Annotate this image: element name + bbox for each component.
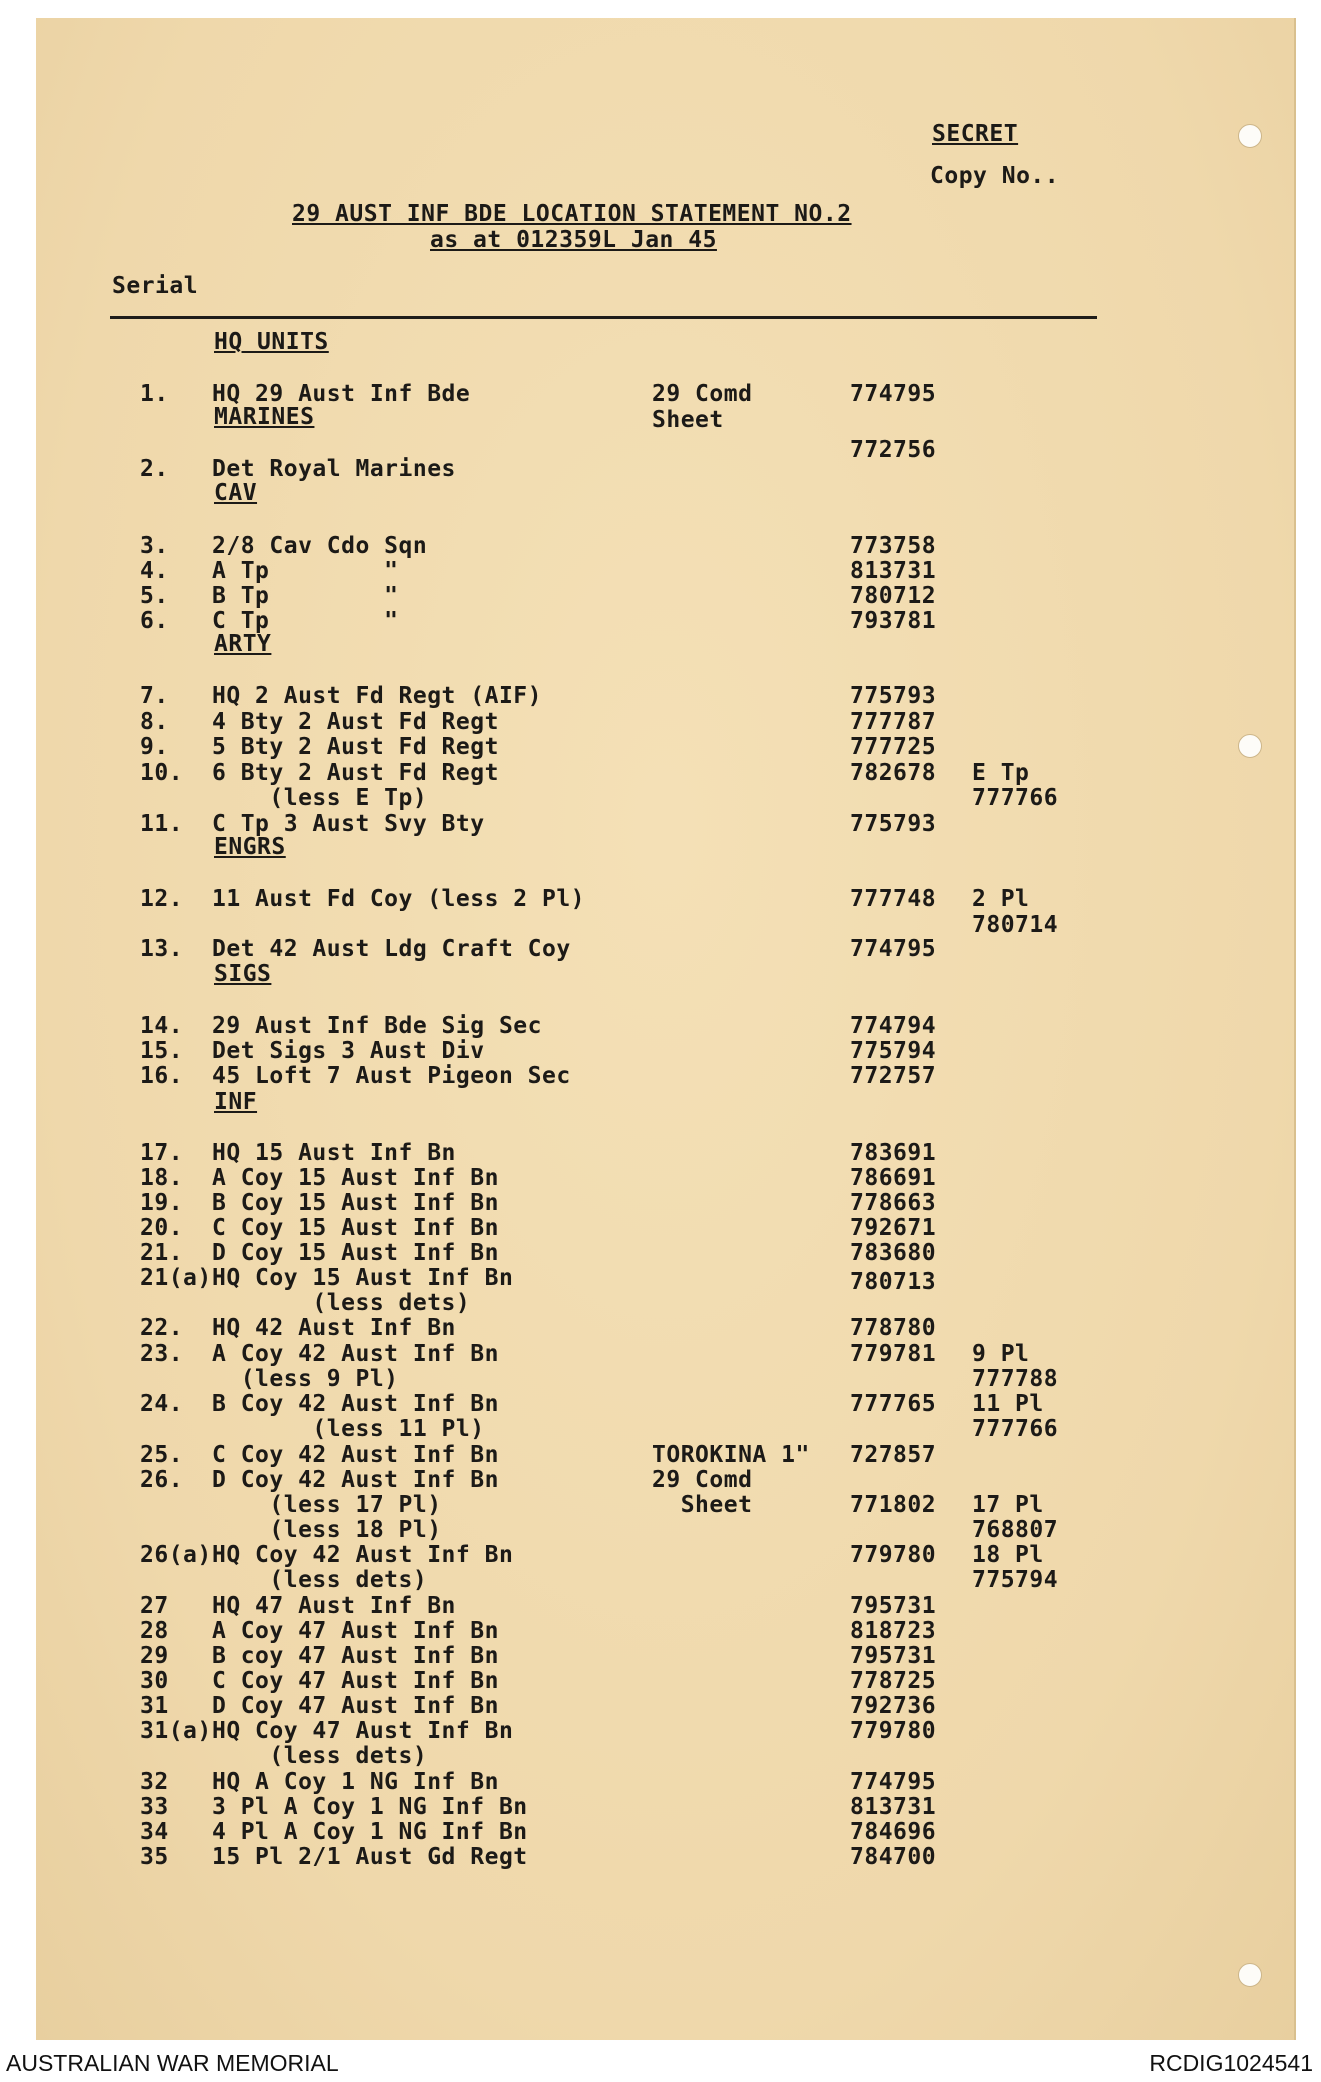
table-row: 5. B Tp " 780712 <box>140 583 937 609</box>
table-row: 35 15 Pl 2/1 Aust Gd Regt 784700 <box>140 1844 937 1870</box>
copy-number: Copy No.. <box>930 163 1060 189</box>
section-heading: SIGS <box>214 961 272 987</box>
footer-record-id: RCDIG1024541 <box>1149 2050 1313 2076</box>
table-row: 3. 2/8 Cav Cdo Sqn 773758 <box>140 533 937 559</box>
table-row: 33 3 Pl A Coy 1 NG Inf Bn 813731 <box>140 1794 937 1820</box>
table-row: (less dets) 780713 <box>212 1269 937 1316</box>
table-row: 11. C Tp 3 Aust Svy Bty 775793 <box>140 811 937 837</box>
section-heading: HQ UNITS <box>214 329 329 355</box>
table-row: 34 4 Pl A Coy 1 NG Inf Bn 784696 <box>140 1819 937 1845</box>
footer <box>0 2046 1321 2076</box>
table-row: 4. A Tp " 813731 <box>140 558 937 584</box>
punch-hole <box>1238 1963 1262 1987</box>
table-row: 20. C Coy 15 Aust Inf Bn 792671 <box>140 1215 937 1241</box>
document-subtitle: as at 012359L Jan 45 <box>430 227 717 253</box>
table-row: 25. C Coy 42 Aust Inf Bn TOROKINA 1" 727857 <box>140 1442 937 1468</box>
table-row: (less 9 Pl) 777788 <box>212 1366 1059 1392</box>
table-row: 15. Det Sigs 3 Aust Div 775794 <box>140 1038 937 1064</box>
table-row: 9. 5 Bty 2 Aust Fd Regt 777725 <box>140 734 937 760</box>
table-row: (less E Tp) 777766 <box>212 785 1059 811</box>
table-row: 7. HQ 2 Aust Fd Regt (AIF) 775793 <box>140 683 937 709</box>
table-row: 8. 4 Bty 2 Aust Fd Regt 777787 <box>140 709 937 735</box>
table-row: 24. B Coy 42 Aust Inf Bn 777765 11 Pl <box>140 1391 1044 1417</box>
table-row: 21(a) HQ Coy 15 Aust Inf Bn <box>140 1265 514 1291</box>
table-row: 22. HQ 42 Aust Inf Bn 778780 <box>140 1315 937 1341</box>
table-row: 1. HQ 29 Aust Inf Bde 29 Comd 774795 <box>140 381 937 407</box>
table-row: 31 D Coy 47 Aust Inf Bn 792736 <box>140 1693 937 1719</box>
table-row: 30 C Coy 47 Aust Inf Bn 778725 <box>140 1668 937 1694</box>
table-row: 18. A Coy 15 Aust Inf Bn 786691 <box>140 1165 937 1191</box>
serial-column-label: Serial <box>112 273 199 299</box>
table-row: (less dets) 775794 <box>212 1567 1059 1593</box>
table-row: 2. Det Royal Marines 772756 <box>140 437 937 482</box>
table-row: 16. 45 Loft 7 Aust Pigeon Sec 772757 <box>140 1063 937 1089</box>
secret-marking: SECRET <box>932 121 1019 147</box>
table-row: 23. A Coy 42 Aust Inf Bn 779781 9 Pl <box>140 1341 1030 1367</box>
table-row: 19. B Coy 15 Aust Inf Bn 778663 <box>140 1190 937 1216</box>
table-row: 31(a) HQ Coy 47 Aust Inf Bn 779780 <box>140 1718 937 1744</box>
table-row: (less 18 Pl) 768807 <box>212 1517 1059 1543</box>
punch-hole <box>1238 734 1262 758</box>
table-row: 17. HQ 15 Aust Inf Bn 783691 <box>140 1140 937 1166</box>
table-row: 26. D Coy 42 Aust Inf Bn 29 Comd <box>140 1467 753 1493</box>
document-title: 29 AUST INF BDE LOCATION STATEMENT NO.2 <box>292 201 852 227</box>
table-row: (less 11 Pl) 777766 <box>212 1416 1059 1442</box>
table-row: 6. C Tp " 793781 <box>140 608 937 634</box>
table-row: 12. 11 Aust Fd Coy (less 2 Pl) 777748 2 Pl <box>140 886 1030 912</box>
table-row: 28 A Coy 47 Aust Inf Bn 818723 <box>140 1618 937 1644</box>
table-row: 14. 29 Aust Inf Bde Sig Sec 774794 <box>140 1013 937 1039</box>
table-row: Sheet <box>652 407 724 433</box>
footer-source: AUSTRALIAN WAR MEMORIAL <box>6 2050 339 2076</box>
table-row: 26(a) HQ Coy 42 Aust Inf Bn 779780 18 Pl <box>140 1542 1044 1568</box>
table-row: 32 HQ A Coy 1 NG Inf Bn 774795 <box>140 1769 937 1795</box>
table-row: 13. Det 42 Aust Ldg Craft Coy 774795 <box>140 936 937 962</box>
section-heading: ARTY <box>214 631 272 657</box>
table-row: (less 17 Pl) Sheet 771802 17 Pl <box>212 1492 1044 1518</box>
section-heading: CAV <box>214 480 258 506</box>
section-heading: ENGRS <box>214 834 286 860</box>
header-rule <box>110 316 1097 319</box>
table-row: 29 B coy 47 Aust Inf Bn 795731 <box>140 1643 937 1669</box>
section-heading: INF <box>214 1089 258 1115</box>
table-row: (less dets) <box>212 1743 428 1769</box>
section-heading: MARINES <box>214 404 315 430</box>
table-row: 780714 <box>972 912 1059 938</box>
table-row: 21. D Coy 15 Aust Inf Bn 783680 <box>140 1240 937 1266</box>
punch-hole <box>1238 124 1262 148</box>
table-row: 10. 6 Bty 2 Aust Fd Regt 782678 E Tp <box>140 760 1030 786</box>
table-row: 27 HQ 47 Aust Inf Bn 795731 <box>140 1593 937 1619</box>
